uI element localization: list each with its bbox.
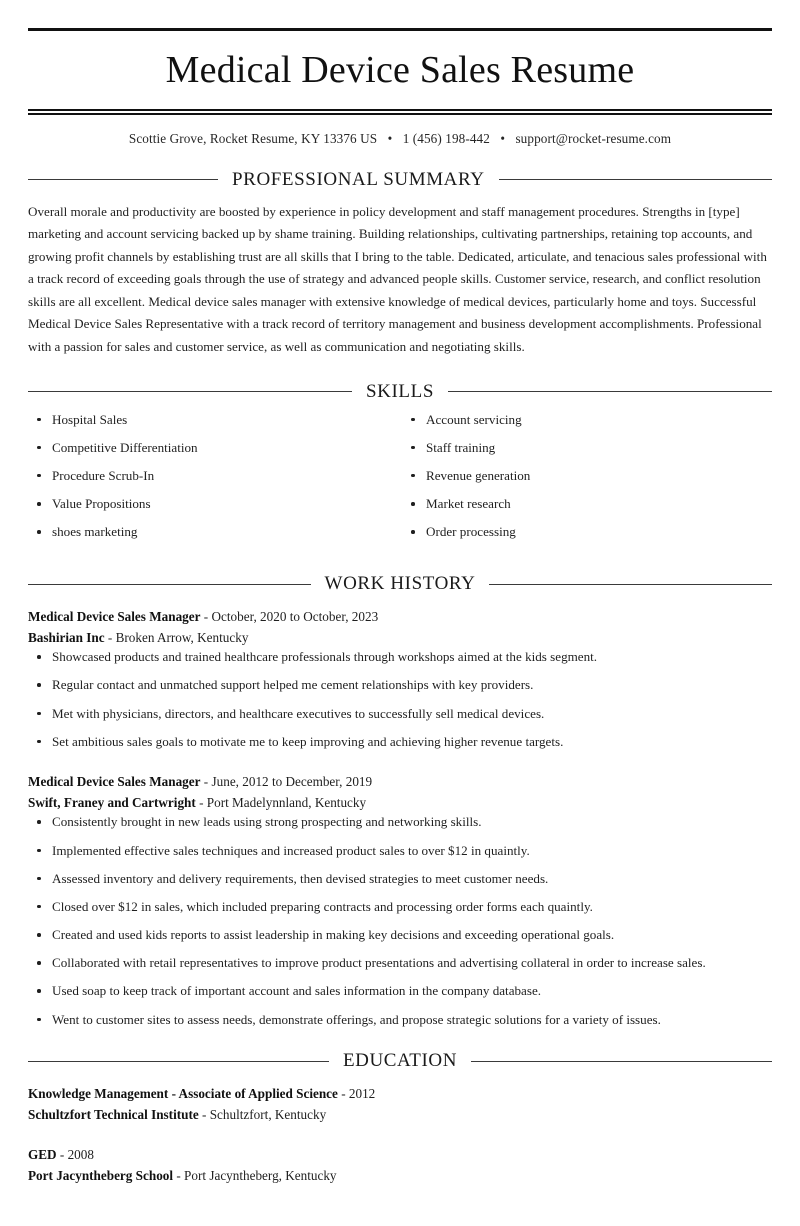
list-item-label: Created and used kids reports to assist leadership in making key decisions and exceeding operational goals. — [52, 927, 615, 943]
list-item — [28, 1011, 772, 1029]
skills-column-left — [28, 411, 400, 552]
section-rule-right — [499, 179, 772, 180]
list-item-label: Procedure Scrub-In — [52, 467, 155, 483]
job-dash: - — [200, 609, 212, 625]
contact-phone[interactable]: 1 (456) 198-442 — [402, 130, 490, 146]
list-item-label: Revenue generation — [426, 467, 531, 483]
section-education — [28, 1050, 772, 1186]
section-title-skills: SKILLS — [366, 380, 434, 402]
skills-column-right — [400, 411, 772, 552]
skills-columns — [28, 411, 772, 552]
education-school: Port Jacyntheberg School — [28, 1167, 174, 1183]
list-item — [400, 439, 772, 457]
section-rule-right — [471, 1061, 772, 1062]
section-work-history — [28, 573, 772, 1028]
education-school: Schultzfort Technical Institute — [28, 1106, 199, 1122]
section-header-skills — [28, 381, 772, 403]
list-item — [400, 411, 772, 429]
list-item — [28, 954, 772, 972]
list-item — [28, 870, 772, 888]
job-location: Port Madelynnland, Kentucky — [206, 794, 367, 810]
job-dates: June, 2012 to December, 2019 — [211, 774, 373, 790]
list-item-label: Closed over $12 in sales, which included preparing contracts and processing order forms each quaintly. — [52, 898, 593, 914]
list-item — [28, 648, 772, 666]
list-item-label: Went to customer sites to assess needs, demonstrate offerings, and propose strategic solutions for a variety of issues. — [52, 1011, 661, 1027]
professional-summary-text: Overall morale and productivity are boosted by experience in policy development and staff management procedures. Strengths in [type] marketing and account servicing backed up by shame training. Building relationships, cultivating partnerships, retaining top accounts, and growing profit channels by establishing trust are all skills that I bring to the table. Dedicated, articulate, and tenacious sales professional with a track record of exceeding goals through the use of strategy and advanced people skills. Customer service, research, and conflict resolution skills are all excellent. Medical device sales manager with extensive knowledge of medical devices, particularly home and toys. Successful Medical Device Sales Representative with a track record of territory management and business development accomplishments. Professional with a passion for sales and customer service, as well as communication and negotiating skills. — [28, 203, 767, 354]
skills-list-right — [400, 411, 772, 541]
list-item — [400, 523, 772, 541]
section-rule-left — [28, 1061, 329, 1062]
list-item-label: Collaborated with retail representatives to improve product presentations and advertising collateral in order to increase sales. — [52, 955, 706, 971]
list-item — [28, 733, 772, 751]
section-header-education — [28, 1050, 772, 1072]
section-rule-left — [28, 179, 218, 180]
job-bullet-list — [28, 648, 772, 750]
job-title-line — [28, 607, 772, 627]
contact-line — [28, 131, 772, 147]
resume-page — [0, 28, 800, 1226]
job-bullet-list — [28, 813, 772, 1028]
list-item — [28, 411, 400, 429]
list-item — [28, 842, 772, 860]
list-item — [28, 495, 400, 513]
section-rule-left — [28, 584, 311, 585]
work-history-entry — [28, 772, 772, 1028]
job-dash: - — [200, 774, 212, 790]
job-company-line — [28, 628, 772, 648]
skills-list-left — [28, 411, 400, 541]
education-school-line — [28, 1105, 772, 1125]
education-dash: - — [337, 1086, 349, 1102]
job-company-line — [28, 793, 772, 813]
list-item — [28, 926, 772, 944]
education-entry — [28, 1145, 772, 1186]
section-rule-right — [448, 391, 772, 392]
header-bottom-rule-1 — [28, 109, 772, 111]
job-company: Swift, Franey and Cartwright — [28, 794, 196, 810]
list-item — [28, 523, 400, 541]
section-title-professional-summary: PROFESSIONAL SUMMARY — [232, 168, 485, 190]
list-item — [28, 439, 400, 457]
section-rule-left — [28, 391, 352, 392]
section-skills — [28, 381, 772, 552]
list-item-label: Regular contact and unmatched support helped me cement relationships with key providers. — [52, 677, 534, 693]
education-dash: - — [198, 1106, 210, 1122]
list-item-label: shoes marketing — [52, 524, 138, 540]
education-degree: GED — [28, 1147, 57, 1163]
job-dash: - — [104, 629, 116, 645]
education-degree-line — [28, 1084, 772, 1104]
education-degree: Knowledge Management - Associate of Applied Science — [28, 1086, 338, 1102]
list-item-label: Met with physicians, directors, and healthcare executives to successfully sell medical devices. — [52, 705, 545, 721]
section-rule-right — [489, 584, 772, 585]
list-item-label: Market research — [426, 496, 511, 512]
list-item — [28, 676, 772, 694]
list-item — [400, 495, 772, 513]
list-item-label: Value Propositions — [52, 496, 151, 512]
section-header-professional-summary — [28, 169, 772, 191]
job-location: Broken Arrow, Kentucky — [115, 629, 249, 645]
list-item-label: Account servicing — [426, 411, 522, 427]
education-location: Schultzfort, Kentucky — [209, 1106, 327, 1122]
contact-separator-2: • — [500, 130, 506, 146]
education-dash: - — [173, 1167, 185, 1183]
work-history-list — [28, 607, 772, 1028]
page-title: Medical Device Sales Resume — [165, 49, 635, 91]
work-history-entry — [28, 607, 772, 750]
list-item — [28, 705, 772, 723]
job-title-line — [28, 772, 772, 792]
list-item-label: Showcased products and trained healthcare professionals through workshops aimed at the kids segment. — [52, 649, 598, 665]
education-location: Port Jacyntheberg, Kentucky — [184, 1167, 337, 1183]
job-dash: - — [195, 794, 207, 810]
education-dash: - — [56, 1147, 68, 1163]
section-header-work-history — [28, 573, 772, 595]
job-title: Medical Device Sales Manager — [28, 609, 201, 625]
list-item-label: Used soap to keep track of important account and sales information in the company database. — [52, 983, 542, 999]
education-year: 2012 — [348, 1086, 376, 1102]
list-item-label: Assessed inventory and delivery requirements, then devised strategies to meet customer needs. — [52, 870, 549, 886]
list-item — [28, 898, 772, 916]
education-school-line — [28, 1166, 772, 1186]
education-list — [28, 1084, 772, 1186]
contact-separator-1: • — [387, 130, 393, 146]
list-item-label: Staff training — [426, 439, 496, 455]
list-item — [28, 467, 400, 485]
job-title: Medical Device Sales Manager — [28, 774, 201, 790]
job-company: Bashirian Inc — [28, 629, 105, 645]
contact-email[interactable]: support@rocket-resume.com — [515, 130, 672, 146]
header-bottom-rule-2 — [28, 113, 772, 115]
list-item-label: Consistently brought in new leads using strong prospecting and networking skills. — [52, 814, 482, 830]
education-entry — [28, 1084, 772, 1125]
education-degree-line — [28, 1145, 772, 1165]
list-item-label: Order processing — [426, 524, 516, 540]
list-item-label: Competitive Differentiation — [52, 439, 198, 455]
contact-name-location: Scottie Grove, Rocket Resume, KY 13376 US — [128, 130, 378, 146]
list-item — [400, 467, 772, 485]
list-item-label: Hospital Sales — [52, 411, 128, 427]
list-item — [28, 982, 772, 1000]
section-title-work-history: WORK HISTORY — [324, 573, 476, 595]
list-item-label: Implemented effective sales techniques and increased product sales to over $12 in quaintly. — [52, 842, 530, 858]
education-year: 2008 — [67, 1147, 94, 1163]
list-item — [28, 813, 772, 831]
list-item-label: Set ambitious sales goals to motivate me to keep improving and achieving higher revenue targets. — [52, 733, 564, 749]
section-professional-summary — [28, 169, 772, 359]
section-title-education: EDUCATION — [342, 1050, 458, 1072]
header-top-rule — [28, 28, 772, 31]
job-dates: October, 2020 to October, 2023 — [211, 609, 379, 625]
